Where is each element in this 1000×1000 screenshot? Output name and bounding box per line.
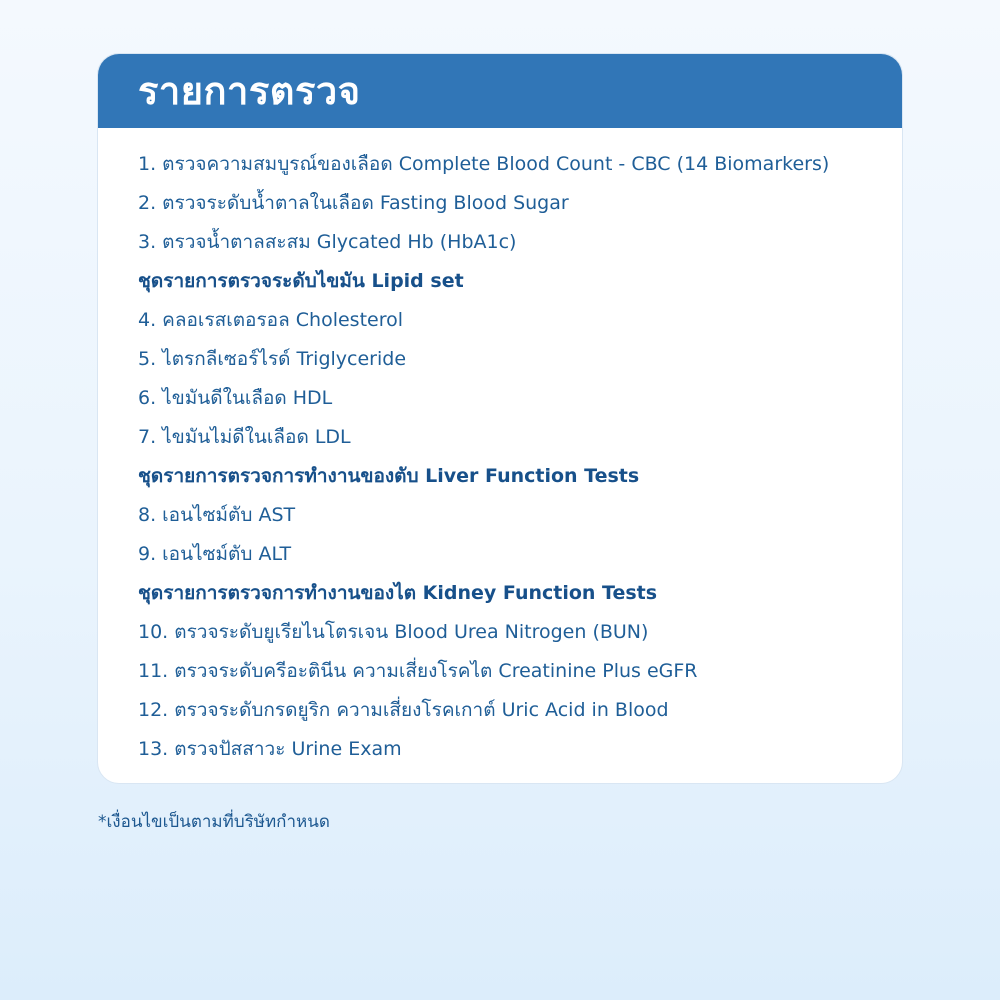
test-list-card <box>97 53 903 784</box>
card-title: รายการตรวจ <box>138 69 361 113</box>
list-item: 4. คลอเรสเตอรอล Cholesterol <box>138 309 404 331</box>
list-item: 12. ตรวจระดับกรดยูริก ความเสี่ยงโรคเกาต์ Uric Acid in Blood <box>138 699 669 721</box>
list-item: 5. ไตรกลีเซอร์ไรด์ Triglyceride <box>138 348 407 370</box>
list-item: 8. เอนไซม์ตับ AST <box>138 504 296 526</box>
list-item: 9. เอนไซม์ตับ ALT <box>138 543 292 565</box>
card-header <box>98 54 902 128</box>
list-item: 10. ตรวจระดับยูเรียไนโตรเจน Blood Urea Nitrogen (BUN) <box>138 621 649 643</box>
list-item: 3. ตรวจน้ำตาลสะสม Glycated Hb (HbA1c) <box>138 231 517 253</box>
footnote: *เงื่อนไขเป็นตามที่บริษัทกำหนด <box>98 812 330 832</box>
test-list <box>138 145 878 769</box>
list-item: 11. ตรวจระดับครีอะตินีน ความเสี่ยงโรคไต Creatinine Plus eGFR <box>138 660 698 682</box>
list-item: 2. ตรวจระดับน้ำตาลในเลือด Fasting Blood Sugar <box>138 192 569 214</box>
list-item: 13. ตรวจปัสสาวะ Urine Exam <box>138 738 402 760</box>
group-heading: ชุดรายการตรวจการทำงานของไต Kidney Function Tests <box>138 582 658 604</box>
list-item: 6. ไขมันดีในเลือด HDL <box>138 387 333 409</box>
list-item: 7. ไขมันไม่ดีในเลือด LDL <box>138 426 351 448</box>
group-heading: ชุดรายการตรวจการทำงานของตับ Liver Function Tests <box>138 465 640 487</box>
list-item: 1. ตรวจความสมบูรณ์ของเลือด Complete Blood Count - CBC (14 Biomarkers) <box>138 153 830 175</box>
group-heading: ชุดรายการตรวจระดับไขมัน Lipid set <box>138 270 464 292</box>
